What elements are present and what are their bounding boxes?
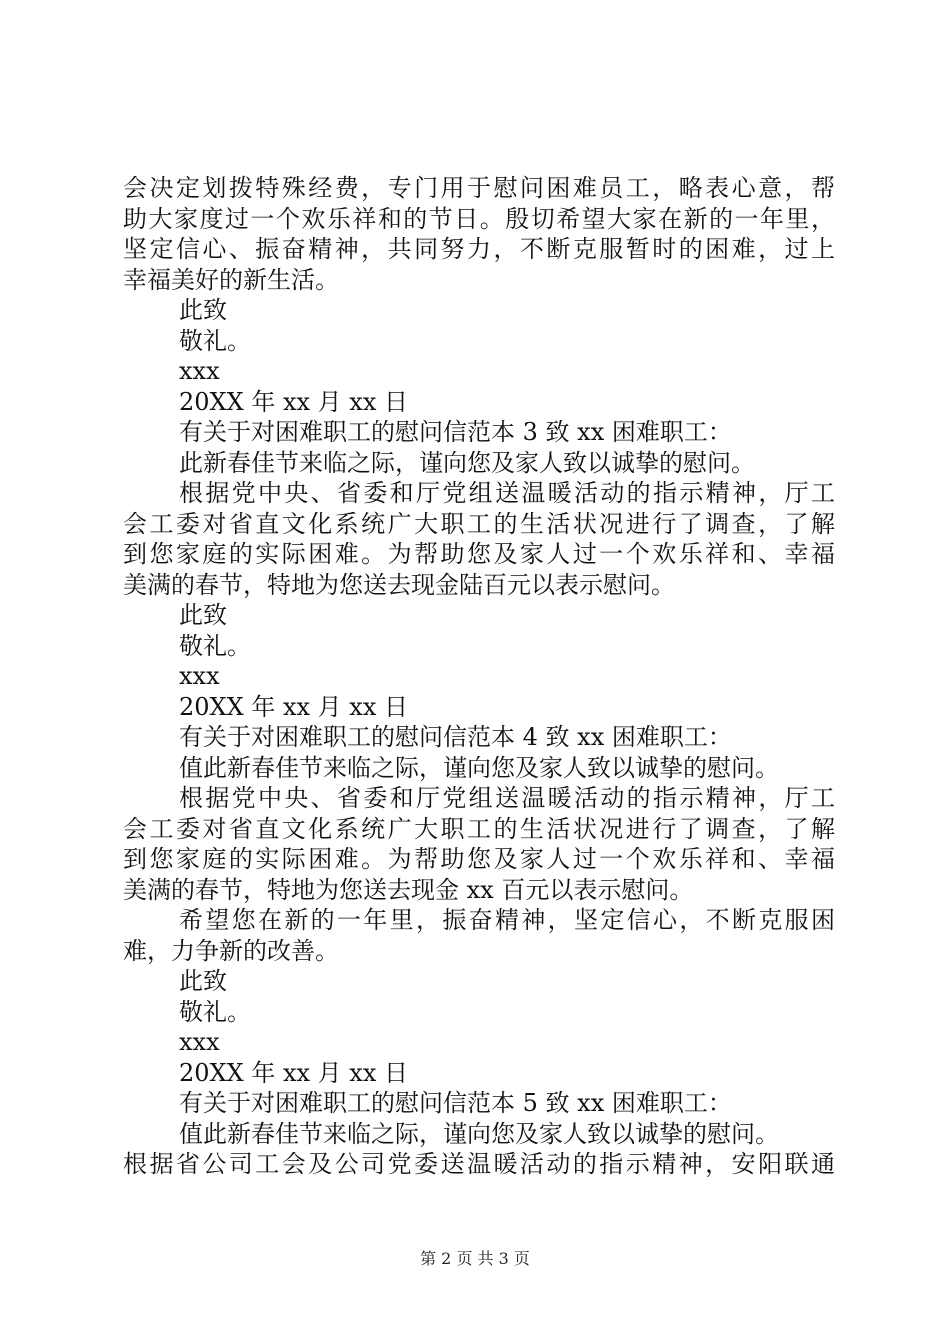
- text-line: 到您家庭的实际困难。为帮助您及家人过一个欢乐祥和、幸福: [123, 845, 835, 873]
- text-line: 美满的春节，特地为您送去现金 xx 百元以表示慰问。: [123, 875, 694, 904]
- salutation-line: 敬礼。: [179, 326, 251, 355]
- text-line: 会决定划拨特殊经费，专门用于慰问困难员工，略表心意，帮: [123, 174, 835, 202]
- text-line: 希望您在新的一年里，振奋精神，坚定信心，不断克服困: [179, 906, 835, 934]
- salutation-line: 敬礼。: [179, 997, 251, 1026]
- section-heading: 有关于对困难职工的慰问信范本 5 致 xx 困难职工：: [179, 1089, 732, 1117]
- text-line: 值此新春佳节来临之际，谨向您及家人致以诚挚的慰问。: [179, 1119, 779, 1148]
- text-line: 美满的春节，特地为您送去现金陆百元以表示慰问。: [123, 570, 675, 599]
- closing-line: 此致: [179, 296, 227, 324]
- section-heading: 有关于对困难职工的慰问信范本 3 致 xx 困难职工：: [179, 418, 732, 446]
- date-line: 20XX 年 xx 月 xx 日: [179, 692, 408, 721]
- text-line: 助大家度过一个欢乐祥和的节日。殷切希望大家在新的一年里，: [123, 204, 835, 233]
- closing-line: 此致: [179, 967, 227, 995]
- text-line: 到您家庭的实际困难。为帮助您及家人过一个欢乐祥和、幸福: [123, 540, 835, 568]
- section-heading: 有关于对困难职工的慰问信范本 4 致 xx 困难职工：: [179, 723, 732, 751]
- signature-line: xxx: [179, 357, 220, 385]
- date-line: 20XX 年 xx 月 xx 日: [179, 1058, 408, 1087]
- closing-line: 此致: [179, 601, 227, 629]
- salutation-line: 敬礼。: [179, 631, 251, 660]
- text-line: 坚定信心、振奋精神，共同努力，不断克服暂时的困难，过上: [123, 235, 835, 263]
- text-line: 幸福美好的新生活。: [123, 265, 339, 294]
- text-line: 难，力争新的改善。: [123, 936, 339, 965]
- text-line: 值此新春佳节来临之际，谨向您及家人致以诚挚的慰问。: [179, 753, 779, 782]
- document-body: [123, 173, 835, 1180]
- text-line: 会工委对省直文化系统广大职工的生活状况进行了调查，了解: [123, 509, 835, 538]
- text-line: 此新春佳节来临之际，谨向您及家人致以诚挚的慰问。: [179, 448, 755, 477]
- text-line: 根据党中央、省委和厅党组送温暖活动的指示精神，厅工: [179, 784, 835, 812]
- text-line: 会工委对省直文化系统广大职工的生活状况进行了调查，了解: [123, 814, 835, 843]
- page-number-footer: 第 2 页 共 3 页: [420, 1249, 530, 1268]
- text-line: 根据省公司工会及公司党委送温暖活动的指示精神，安阳联通: [123, 1150, 835, 1178]
- signature-line: xxx: [179, 1028, 220, 1056]
- text-line: 根据党中央、省委和厅党组送温暖活动的指示精神，厅工: [179, 479, 835, 507]
- signature-line: xxx: [179, 662, 220, 690]
- date-line: 20XX 年 xx 月 xx 日: [179, 387, 408, 416]
